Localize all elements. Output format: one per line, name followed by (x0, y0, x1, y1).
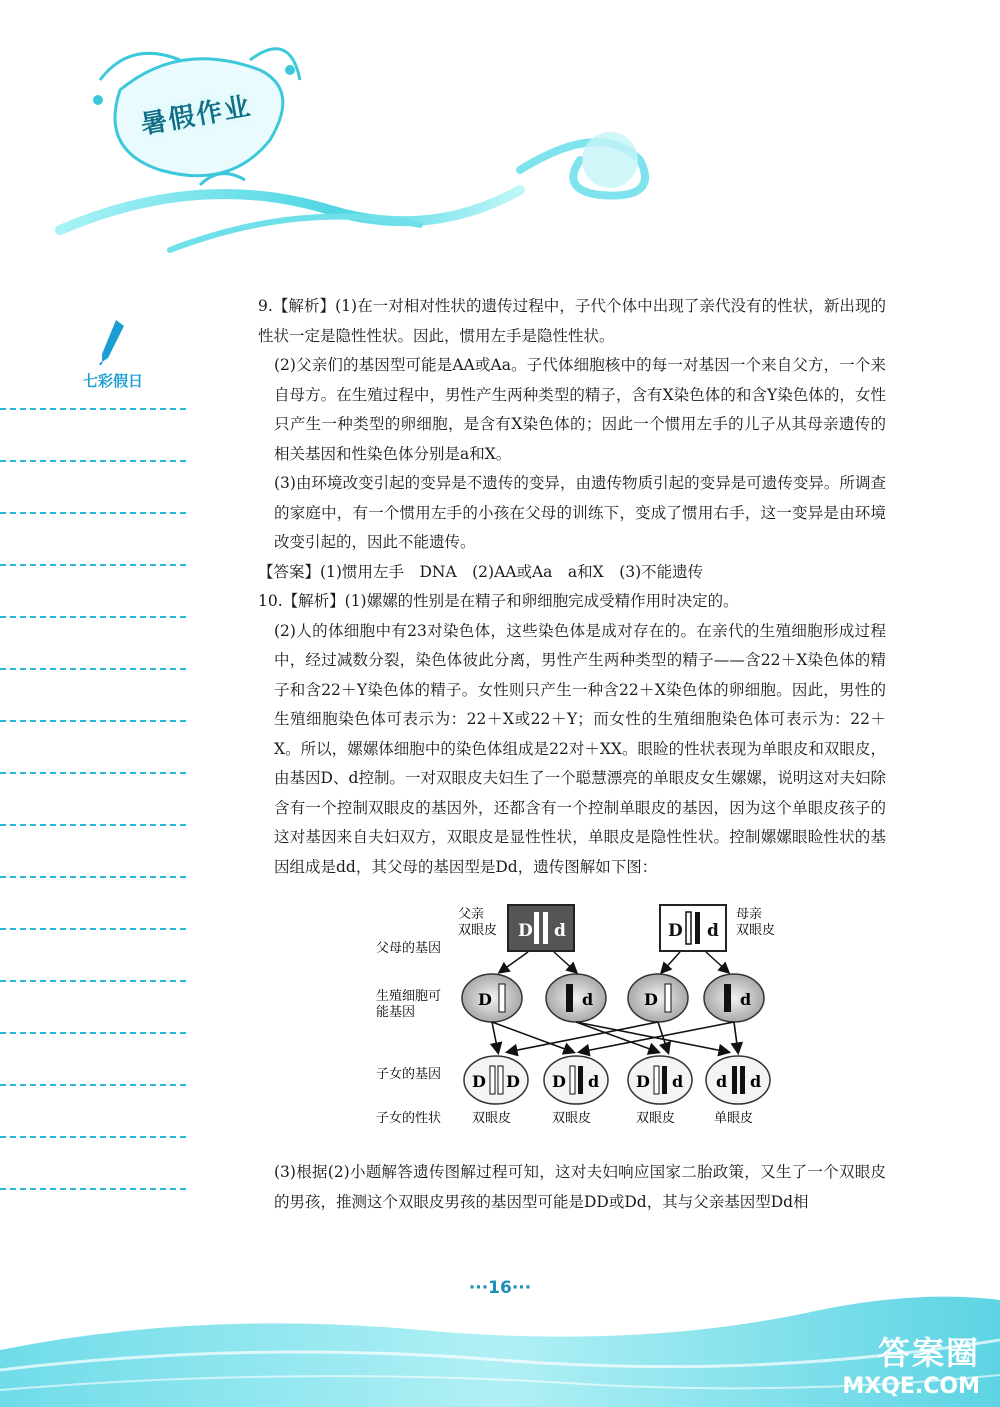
gamete-cell (462, 974, 522, 1022)
chromosome (665, 984, 671, 1012)
page-dots-left: ··· (468, 1278, 489, 1298)
gamete-gene: D (644, 990, 658, 1009)
row-label-child-traits: 子女的性状 (376, 1111, 442, 1126)
note-line (0, 1084, 186, 1086)
chromosome (695, 912, 700, 944)
q10-continued (258, 1158, 886, 1217)
q9-analysis-2: (2)父亲们的基因型可能是AA或Aa。子代体细胞核中的每一对基因一个来自父方，一个来自母方。在生殖过程中，男性产生两种类型的精子，含有X染色体的和含Y染色体的，女性只产生一种类型的卵细胞，是含有X染色体的；因此一个惯用左手的儿子从其母亲遗传的相关基因和性染色体分别是a和X。 (274, 356, 886, 463)
mother-label-1: 母亲 (736, 907, 763, 922)
note-line (0, 408, 186, 410)
chromosome (686, 912, 691, 944)
father-label-2: 双眼皮 (458, 923, 498, 938)
note-line (0, 1136, 186, 1138)
page-number (0, 1278, 1000, 1298)
note-line (0, 824, 186, 826)
margin-note-lines (0, 408, 190, 1240)
watermark (842, 1328, 980, 1399)
child-trait: 双眼皮 (636, 1111, 676, 1126)
chromosome (724, 984, 731, 1012)
q9-answer: 【答案】(1)惯用左手 DNA (2)AA或Aa a和X (3)不能遗传 (258, 562, 704, 581)
note-line (0, 616, 186, 618)
child-gene: D (506, 1072, 520, 1091)
watermark-url: MXQE.COM (842, 1374, 980, 1399)
q10-analysis-1: 10.【解析】(1)嫘嫘的性别是在精子和卵细胞完成受精作用时决定的。 (258, 592, 739, 610)
child-trait: 单眼皮 (714, 1111, 754, 1126)
gamete-cell (704, 974, 764, 1022)
note-line (0, 668, 186, 670)
chromosome (534, 912, 539, 944)
note-line (0, 460, 186, 462)
child-gene: D (552, 1072, 566, 1091)
page-dots-right: ··· (511, 1278, 532, 1298)
answer-content (258, 292, 886, 882)
watermark-title: 答案圈 (877, 1334, 980, 1372)
father-gene-2: d (554, 921, 566, 941)
chromosome (543, 912, 548, 944)
father-gene-1: D (518, 921, 533, 941)
chromosome (499, 984, 505, 1012)
chromosome (566, 984, 573, 1012)
child-gene: d (672, 1072, 684, 1091)
header-title: 暑假作业 (138, 91, 255, 141)
note-line (0, 720, 186, 722)
gamete-gene: d (582, 990, 594, 1009)
father-label-1: 父亲 (458, 907, 485, 922)
note-line (0, 1188, 186, 1190)
child-gene: D (636, 1072, 650, 1091)
q10-analysis-3: (3)根据(2)小题解答遗传图解过程可知，这对夫妇响应国家二胎政策，又生了一个双眼皮的男孩，推测这个双眼皮男孩的基因型可能是DD或Dd，其与父亲基因型Dd相 (274, 1163, 886, 1211)
child-gene: d (750, 1072, 762, 1091)
child-trait: 双眼皮 (472, 1111, 512, 1126)
side-brand (58, 318, 168, 391)
gamete-cell (546, 974, 606, 1022)
gamete-cell (628, 974, 688, 1022)
brand-label: 七彩假日 (82, 372, 143, 390)
mother-gene-1: D (668, 921, 683, 941)
row-label-parent-genes: 父母的基因 (376, 941, 442, 956)
child-gene: D (472, 1072, 486, 1091)
mother-gene-2: d (707, 921, 719, 941)
inheritance-diagram (368, 900, 798, 1140)
gamete-gene: d (740, 990, 752, 1009)
note-line (0, 876, 186, 878)
note-line (0, 928, 186, 930)
note-line (0, 980, 186, 982)
pen-icon (98, 318, 128, 366)
page-number-value: 16 (488, 1278, 512, 1298)
mother-label-2: 双眼皮 (736, 923, 776, 938)
gamete-gene: D (478, 990, 492, 1009)
note-line (0, 564, 186, 566)
row-label-gametes-2: 能基因 (376, 1005, 416, 1020)
child-gene: d (716, 1072, 728, 1091)
note-line (0, 512, 186, 514)
child-trait: 双眼皮 (552, 1111, 592, 1126)
row-label-gametes-1: 生殖细胞可 (376, 989, 442, 1004)
q9-analysis-1: 9.【解析】(1)在一对相对性状的遗传过程中，子代个体中出现了亲代没有的性状，新出现的性状一定是隐性性状。因此，惯用左手是隐性性状。 (258, 297, 886, 345)
note-line (0, 772, 186, 774)
q10-analysis-2: (2)人的体细胞中有23对染色体，这些染色体是成对存在的。在亲代的生殖细胞形成过程中，经过减数分裂，染色体彼此分离，男性产生两种类型的精子——含22＋X染色体的精子和含22＋Y染色体的精子。女性则只产生一种含22＋X染色体的卵细胞。因此，男性的生殖细胞染色体可表示为：22＋X或22＋Y；而女性的生殖细胞染色体可表示为：22＋X。所以，嫘嫘体细胞中的染色体组成是22对＋XX。眼睑的性状表现为单眼皮和双眼皮，由基因D、d控制。一对双眼皮夫妇生了一个聪慧漂亮的单眼皮女生嫘嫘，说明这对夫妇除含有一个控制双眼皮的基因外，还都含有一个控制单眼皮的基因，因为这个单眼皮孩子的这对基因来自夫妇双方，双眼皮是显性性状，单眼皮是隐性性状。控制嫘嫘眼睑性状的基因组成是dd，其父母的基因型是Dd，遗传图解如下图： (274, 621, 886, 876)
q9-analysis-3: (3)由环境改变引起的变异是不遗传的变异，由遗传物质引起的变异是可遗传变异。所调查的家庭中，有一个惯用左手的小孩在父母的训练下，变成了惯用右手，这一变异是由环境改变引起的，因此不能遗传。 (274, 474, 886, 551)
row-label-child-genes: 子女的基因 (376, 1067, 442, 1082)
child-gene: d (588, 1072, 600, 1091)
note-line (0, 1032, 186, 1034)
